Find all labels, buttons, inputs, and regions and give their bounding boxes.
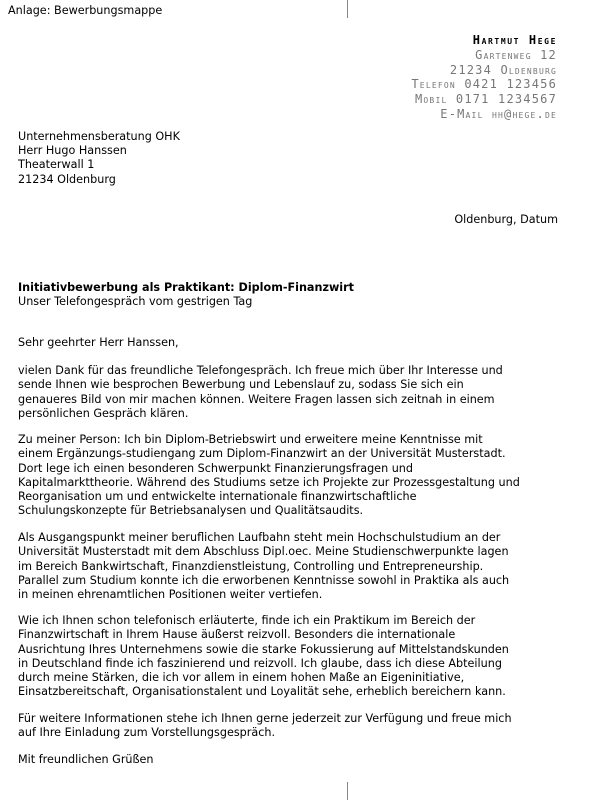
place-date: Oldenburg, Datum (454, 213, 558, 226)
paragraph-line: Parallel zum Studium konnte ich die erworbenen Kenntnisse sowohl in Praktika als auch (18, 573, 510, 587)
paragraph-line: Wie ich Ihnen schon telefonisch erläuterte, finde ich ein Praktikum im Bereich der (18, 614, 476, 627)
fold-mark-top (347, 0, 348, 18)
paragraph-line: Schulungskonzepte für Betriebsanalysen und Qualitätsaudits. (18, 504, 364, 518)
sender-street: Gartenweg 12 (475, 47, 557, 62)
sender-city: 21234 Oldenburg (449, 62, 557, 77)
paragraph-line: vielen Dank für das freundliche Telefongespräch. Ich freue mich über Ihr Interesse und (18, 364, 503, 377)
sender-mobile: Mobil 0171 1234567 (414, 92, 557, 107)
body-paragraph-3 (18, 531, 598, 602)
paragraph-line: Einsatzbereitschaft, Organisationstalent und Loyalität sehe, erheblich bereichern kann. (18, 685, 506, 699)
subject-reference: Unser Telefongespräch vom gestrigen Tag (18, 295, 253, 308)
body-paragraph-4 (18, 614, 598, 700)
paragraph-line: im Bereich Bankwirtschaft, Finanzdienstleistung, Controlling und Entrepreneurship. (18, 559, 484, 573)
closing-phrase: Mit freundlichen Grüßen (18, 753, 154, 766)
body-paragraph-5 (18, 712, 598, 741)
salutation: Sehr geehrter Herr Hanssen, (18, 336, 179, 349)
recipient-person: Herr Hugo Hanssen (18, 144, 127, 158)
paragraph-line: Finanzwirtschaft in Ihrem Hause äußerst reizvoll. Besonders die internationale (18, 628, 456, 642)
paragraph-line: Ausrichtung Ihres Unternehmens sowie die starke Fokussierung auf Mittelstandskunden (18, 642, 509, 656)
paragraph-line: genaueres Bild von mir machen können. Weitere Fragen lassen sich zeitnah in einem (18, 392, 495, 406)
subject-line: Initiativbewerbung als Praktikant: Diplom-Finanzwirt (18, 281, 354, 294)
recipient-street: Theaterwall 1 (18, 158, 95, 172)
sender-name: Hartmut Hege (472, 33, 557, 47)
body-paragraph-2 (18, 433, 598, 519)
recipient-address (18, 130, 180, 187)
sender-block (411, 33, 557, 122)
body-paragraph-1 (18, 364, 598, 421)
paragraph-line: Universität Musterstadt mit dem Abschluss Dipl.oec. Meine Studienschwerpunkte lagen (18, 545, 509, 559)
fold-mark-bottom (347, 782, 348, 800)
paragraph-line: auf Ihre Einladung zum Vorstellungsgespräch. (18, 726, 276, 740)
paragraph-line: Dort lege ich einen besonderen Schwerpunkt Finanzierungsfragen und (18, 461, 413, 475)
paragraph-line: Kapitalmarkttheorie. Während des Studiums setze ich Projekte zur Prozessgestaltung und (18, 475, 520, 489)
paragraph-line: Als Ausgangspunkt meiner beruflichen Laufbahn steht mein Hochschulstudium an der (18, 531, 501, 544)
sender-email: E-Mail hh@hege.de (440, 106, 557, 121)
recipient-company: Unternehmensberatung OHK (18, 130, 180, 143)
sender-phone: Telefon 0421 123456 (411, 77, 557, 92)
paragraph-line: persönlichen Gespräch klären. (18, 406, 189, 420)
paragraph-line: sende Ihnen wie besprochen Bewerbung und Lebenslauf zu, sodass Sie sich ein (18, 378, 464, 392)
paragraph-line: Reorganisation um und entwickelte internationale finanzwirtschaftliche (18, 490, 417, 504)
paragraph-line: Für weitere Informationen stehe ich Ihnen gerne jederzeit zur Verfügung und freue mich (18, 712, 512, 725)
paragraph-line: in meinen ehrenamtlichen Positionen weiter vertiefen. (18, 588, 323, 602)
paragraph-line: durch meine Stärken, die ich vor allem in einem hohen Maße an Eigeninitiative, (18, 671, 465, 685)
paragraph-line: Zu meiner Person: Ich bin Diplom-Betriebswirt und erweitere meine Kenntnisse mit (18, 433, 483, 446)
recipient-city: 21234 Oldenburg (18, 172, 116, 186)
paragraph-line: einem Ergänzungs-studiengang zum Diplom-Finanzwirt an der Universität Musterstadt. (18, 447, 506, 461)
paragraph-line: in Deutschland finde ich faszinierend und reizvoll. Ich glaube, dass ich diese Abteilung (18, 656, 502, 670)
attachment-note: Anlage: Bewerbungsmappe (8, 4, 163, 17)
